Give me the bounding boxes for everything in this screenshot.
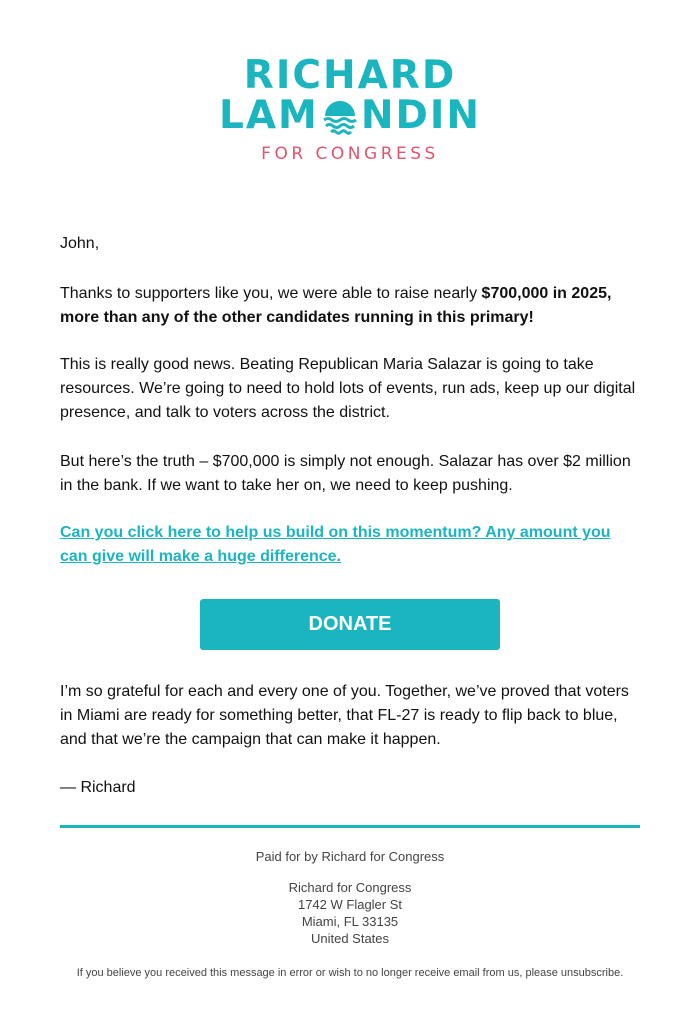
cta-paragraph: [60, 521, 640, 569]
footer-divider: [60, 825, 640, 828]
address-line: 1742 W Flagler St: [297, 897, 403, 912]
logo-first-name: RICHARD: [243, 53, 457, 98]
logo-subtitle: FOR CONGRESS: [261, 144, 439, 164]
signoff: — Richard: [60, 779, 136, 796]
paragraph-fundraising-bold: $700,000 in 2025, more than any of the other candidates running in this primary!: [60, 285, 612, 326]
logo-last-name: [218, 93, 481, 138]
campaign-logo: [0, 53, 700, 164]
paid-for-disclaimer: Paid for by Richard for Congress: [255, 849, 445, 864]
cta-link[interactable]: Can you click here to help us build on this momentum? Any amount you can give will make a huge difference.: [60, 524, 611, 565]
paragraph-fundraising-text: Thanks to supporters like you, we were able to raise nearly: [60, 285, 482, 302]
logo-last-name-part2: NDIN: [360, 93, 481, 138]
paragraph-news: This is really good news. Beating Republican Maria Salazar is going to take resources. We’re going to need to hold lots of events, run ads, keep up our digital presence, and talk to voters across the district.: [60, 356, 636, 421]
address-line: Richard for Congress: [288, 880, 412, 895]
address-line: United States: [310, 931, 390, 946]
paragraph-gratitude: I’m so grateful for each and every one of you. Together, we’ve proved that voters in Miami are ready for something better, that FL-27 is ready to flip back to blue, and that we’re the campaign that can make it happen.: [60, 683, 629, 748]
mailing-address: [0, 879, 700, 947]
logo-last-name-part1: LAM: [218, 93, 319, 138]
wave-o-icon: [320, 96, 360, 136]
unsubscribe-notice[interactable]: If you believe you received this message in error or wish to no longer receive email from us, please unsubscribe.: [76, 967, 624, 979]
paragraph-fundraising: [60, 282, 640, 330]
greeting: John,: [60, 235, 100, 252]
address-line: Miami, FL 33135: [301, 914, 399, 929]
donate-button[interactable]: DONATE: [200, 599, 500, 650]
paragraph-truth: But here’s the truth – $700,000 is simply not enough. Salazar has over $2 million in the bank. If we want to take her on, we need to keep pushing.: [60, 453, 631, 494]
